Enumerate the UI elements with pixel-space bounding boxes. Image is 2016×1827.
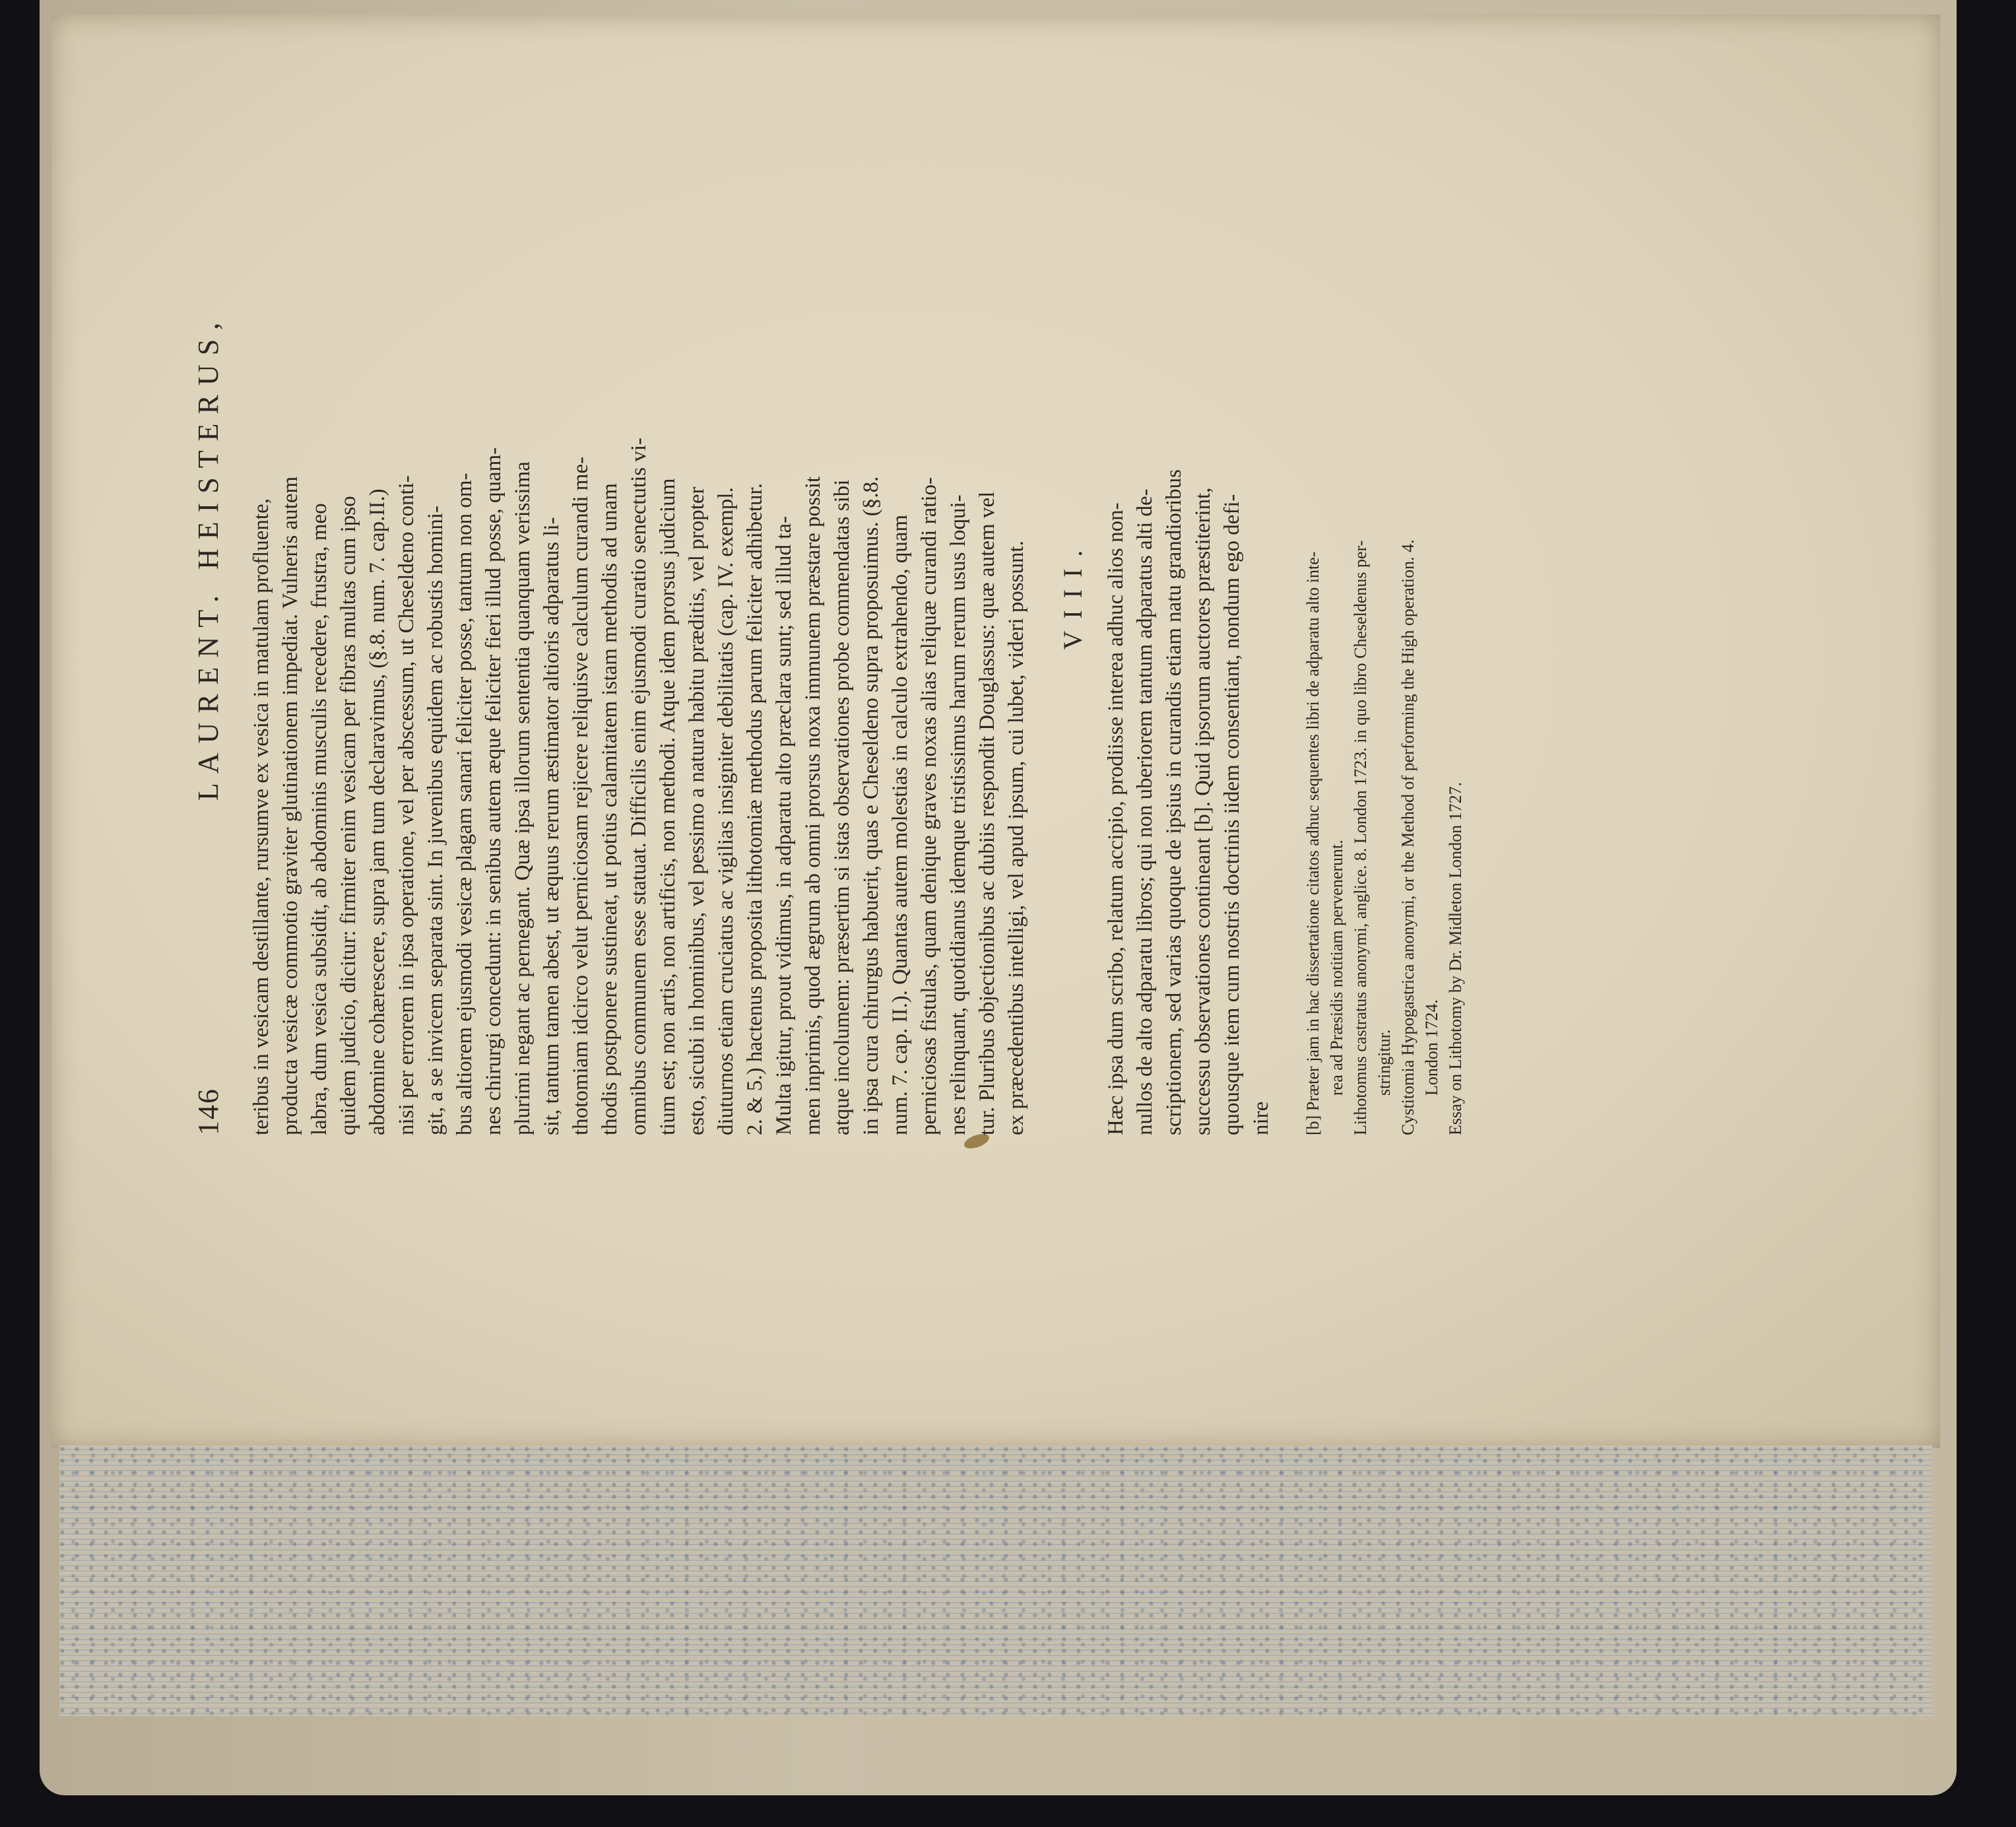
text-line: omnibus communem esse statuat. Difficilis enim ejusmodi curatio senectutis vi- xyxy=(627,437,651,1135)
running-head-title: LAURENT. HEISTERUS, xyxy=(192,313,224,801)
text-line: quidem judicio, dicitur: firmiter enim vesicam per fibras multas cum ipso xyxy=(337,496,360,1135)
paragraph-2 xyxy=(1101,53,1276,1135)
text-line: Multa igitur, prout vidimus, in adparatu alto præclara sunt; sed illud ta- xyxy=(772,515,796,1135)
text-line: abdomine cohærescere, supra jam tum declaravimus, (§.8. num. 7. cap.II.) xyxy=(366,488,389,1135)
text-line: git, a se invicem separata sint. In juvenibus equidem ac robustis homini- xyxy=(424,505,447,1135)
running-head xyxy=(191,53,238,1135)
text-line: producta vesicæ commotio graviter glutinationem impediat. Vulneris autem xyxy=(278,476,302,1135)
text-line: tium est; non artis, non artificis, non methodi. Atque idem prorsus judicium xyxy=(656,478,680,1135)
footnote-line: rea ad Præsidis notitiam pervenerunt. xyxy=(1327,840,1346,1096)
footnote-line: stringitur. xyxy=(1375,1029,1394,1096)
text-line: sit, tantum tamen abest, ut æquus rerum æstimator altioris adparatus li- xyxy=(540,517,564,1135)
text-line: thodis postponere sustineat, ut potius calamitatem istam methodis ad unam xyxy=(598,482,622,1135)
text-line: plurimi negant ac pernegant. Quæ ipsa illorum sententia quanquam verissima xyxy=(511,461,535,1135)
text-line: in ipsa cura chirurgus habuerit, quas e Cheseldeno supra proposuimus. (§.8. xyxy=(859,476,883,1135)
speckled-edge-pattern xyxy=(59,1445,1932,1716)
text-line: esto, sicubi in hominibus, vel pessimo a natura habitu præditis, vel propter xyxy=(685,486,709,1135)
text-line: scriptionem, sed varias quoque de ipsius in curandis etiam natu grandioribus xyxy=(1162,469,1186,1135)
text-line: quousque item cum nostris doctrinis iidem consentiant, nondum ego defi- xyxy=(1220,494,1244,1135)
page-number: 146 xyxy=(192,1088,224,1135)
footnote-line: London 1724. xyxy=(1422,999,1441,1096)
text-line: nire xyxy=(1249,1101,1273,1135)
footnote-line: Cystitomia Hypogastrica anonymi, or the Method of performing the High operation. 4. xyxy=(1398,539,1417,1135)
footnote-line: [b] Præter jam in hac dissertatione citatos adhuc sequentes libri de adparatu alto inte- xyxy=(1303,551,1322,1135)
text-line: successu observationes contineant [b]. Quid ipsorum auctores præstiterint, xyxy=(1191,487,1215,1135)
text-line: bus altiorem ejusmodi vesicæ plagam sanari feliciter posse, tantum non om- xyxy=(453,473,476,1135)
section-heading: VIII. xyxy=(1058,538,1088,650)
text-line: nisi per errorem in ipsa operatione, vel per abscessum, ut Cheseldeno conti- xyxy=(395,475,418,1135)
text-line: 2. & 5.) hactenus proposita lithotomiæ methodus parum feliciter adhibetur. xyxy=(743,483,767,1135)
footnote-line: Lithotomus castratus anonymi, anglice. 8. London 1723. in quo libro Cheseldenus per- xyxy=(1351,540,1370,1135)
footnotes xyxy=(1302,53,1467,1135)
text-line: labra, dum vesica subsidit, ab abdominis musculis recedere, frustra, meo xyxy=(308,503,331,1135)
text-line: tur. Pluribus objectionibus ac dubiis respondit Douglassus: quæ autem vel xyxy=(975,491,999,1135)
footnote-line: Essay on Lithotomy by Dr. Midleton London 1727. xyxy=(1446,781,1465,1135)
text-line: nullos de alto adparatu libros; qui non uberiorem tantum adparatus alti de- xyxy=(1133,488,1157,1135)
text-line: nes chirurgi concedunt: in senibus autem æque feliciter fieri illud posse, quam- xyxy=(482,447,505,1135)
text-line: ex præcedentibus intelligi, vel apud ipsum, cui lubet, videri possunt. xyxy=(1004,541,1028,1135)
text-line: Hæc ipsa dum scribo, relatum accipio, prodiisse interea adhuc alios non- xyxy=(1104,502,1128,1135)
text-line: atque incolumem: præsertim si istas observationes probe commendatas sibi xyxy=(830,479,854,1135)
paragraph-1 xyxy=(247,53,1031,1135)
text-line: thotomiam idcirco velut perniciosam rejicere reliquisve calculum curandi me- xyxy=(569,456,593,1135)
text-line: num. 7. cap. II.). Quantas autem molestias in calculo extrahendo, quam xyxy=(888,514,912,1135)
text-line: diuturnos etiam cruciatus ac vigilias insigniter debilitatis (cap. IV. exempl. xyxy=(714,487,738,1135)
page-content xyxy=(191,53,1465,1135)
text-line: teribus in vesicam destillante, rursumve ex vesica in matulam profluente, xyxy=(249,498,273,1135)
text-line: men inprimis, quod ægrum ab omni prorsus noxa immunem præstare possit xyxy=(801,476,825,1135)
text-line: nes relinquant, quotidianus idemque tristissimus harum rerum usus loqui- xyxy=(946,494,970,1135)
text-line: perniciosas fistulas, quam denique graves noxas alias reliquæ curandi ratio- xyxy=(917,477,941,1135)
